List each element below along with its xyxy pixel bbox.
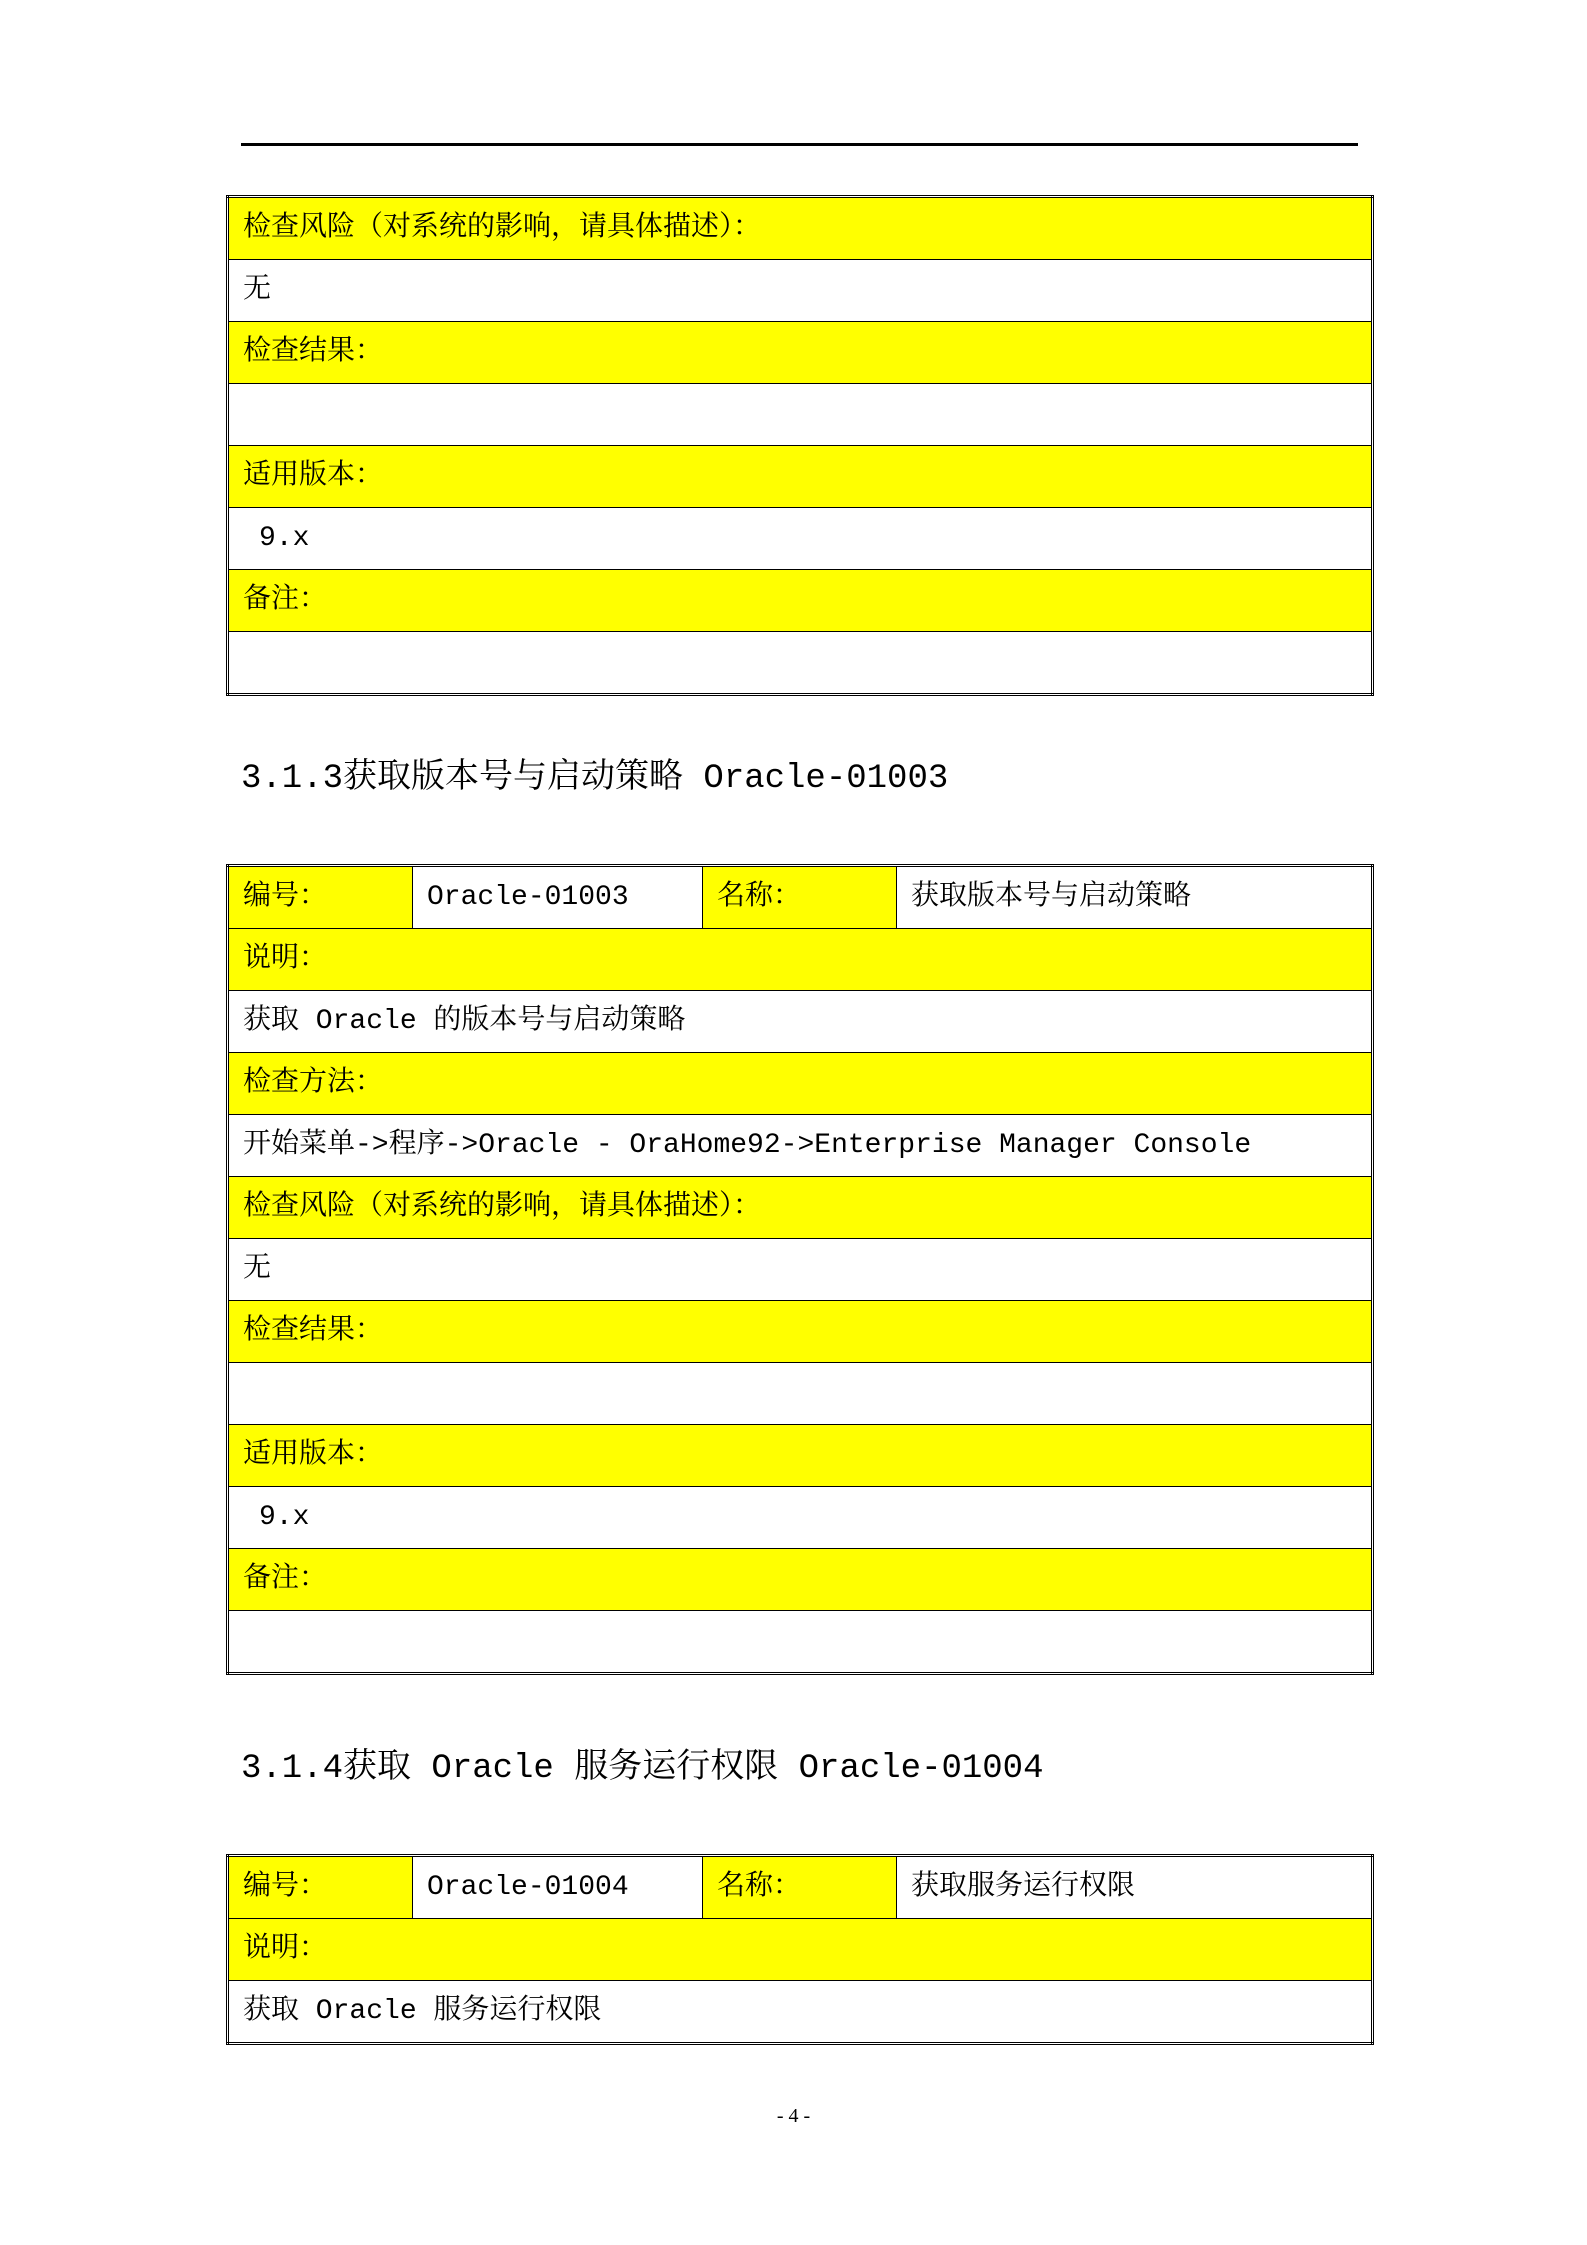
notes-label: 备注： bbox=[228, 570, 1373, 632]
version-label: 适用版本： bbox=[228, 1425, 1373, 1487]
table-continued-01002 bbox=[226, 195, 1374, 696]
name-label: 名称： bbox=[703, 1856, 897, 1919]
page-number: - 4 - bbox=[776, 2105, 811, 2127]
risk-value: 无 bbox=[228, 260, 1373, 322]
notes-label: 备注： bbox=[228, 1549, 1373, 1611]
table-oracle-01003 bbox=[226, 864, 1374, 1675]
id-value: Oracle-01003 bbox=[413, 866, 703, 929]
id-value: Oracle-01004 bbox=[413, 1856, 703, 1919]
result-value bbox=[228, 1363, 1373, 1425]
risk-label: 检查风险（对系统的影响，请具体描述）： bbox=[228, 1177, 1373, 1239]
id-label: 编号： bbox=[228, 866, 413, 929]
section-heading-314: 3.1.4获取 Oracle 服务运行权限 Oracle-01004 bbox=[241, 1750, 1044, 1788]
desc-value: 获取 Oracle 服务运行权限 bbox=[228, 1981, 1373, 2044]
result-value bbox=[228, 384, 1373, 446]
notes-value bbox=[228, 632, 1373, 695]
method-label: 检查方法： bbox=[228, 1053, 1373, 1115]
section-heading-313: 3.1.3获取版本号与启动策略 Oracle-01003 bbox=[241, 760, 949, 798]
version-value: 9.x bbox=[228, 508, 1373, 570]
version-label: 适用版本： bbox=[228, 446, 1373, 508]
header-rule bbox=[241, 143, 1358, 146]
desc-label: 说明： bbox=[228, 1919, 1373, 1981]
desc-label: 说明： bbox=[228, 929, 1373, 991]
notes-value bbox=[228, 1611, 1373, 1674]
method-value: 开始菜单->程序->Oracle - OraHome92->Enterprise Manager Console bbox=[228, 1115, 1373, 1177]
name-value: 获取服务运行权限 bbox=[897, 1856, 1373, 1919]
name-label: 名称： bbox=[703, 866, 897, 929]
name-value: 获取版本号与启动策略 bbox=[897, 866, 1373, 929]
result-label: 检查结果： bbox=[228, 1301, 1373, 1363]
risk-label: 检查风险（对系统的影响，请具体描述）： bbox=[228, 197, 1373, 260]
table-oracle-01004 bbox=[226, 1854, 1374, 2045]
desc-value: 获取 Oracle 的版本号与启动策略 bbox=[228, 991, 1373, 1053]
id-label: 编号： bbox=[228, 1856, 413, 1919]
risk-value: 无 bbox=[228, 1239, 1373, 1301]
version-value: 9.x bbox=[228, 1487, 1373, 1549]
result-label: 检查结果： bbox=[228, 322, 1373, 384]
